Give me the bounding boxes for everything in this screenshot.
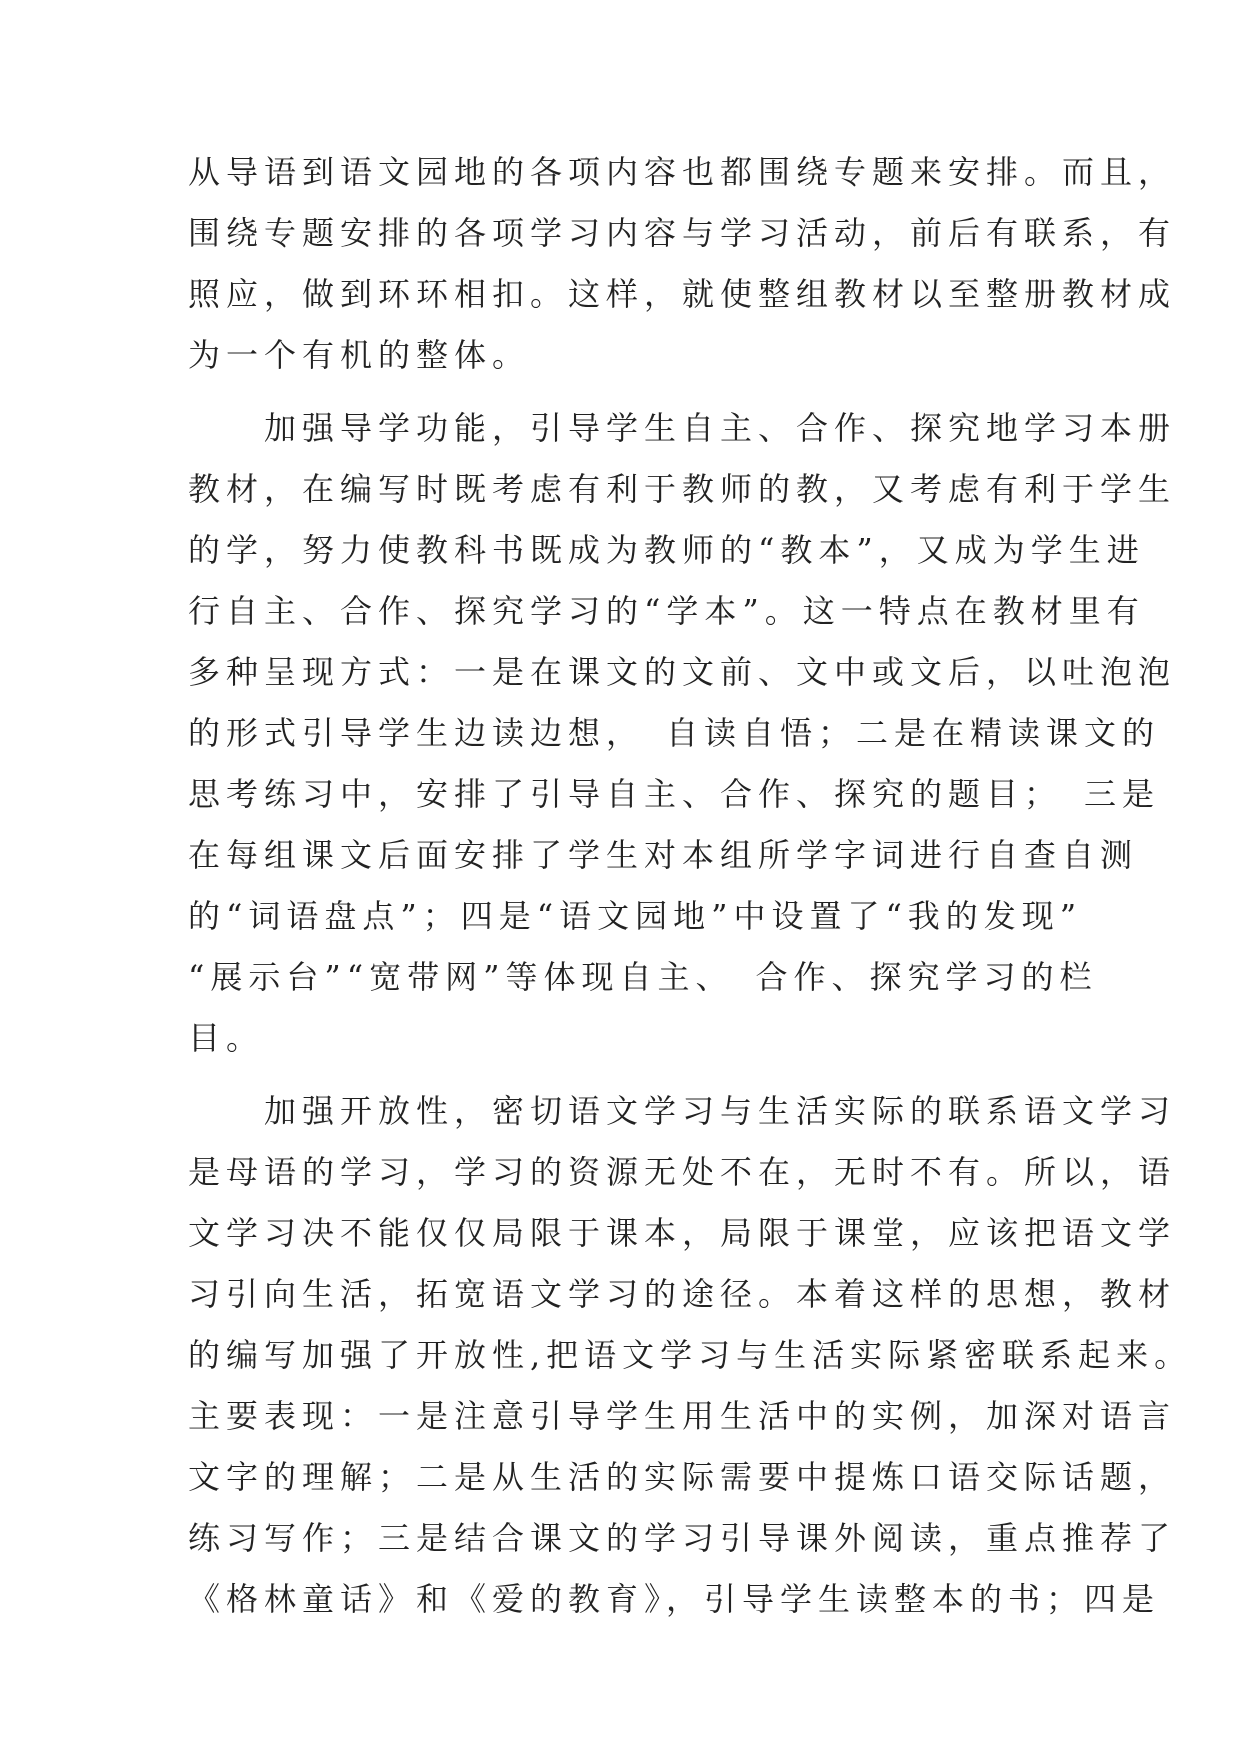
text-line: 的学，努力使教科书既成为教师的“教本”，又成为学生进	[188, 531, 1145, 569]
text-line: 文字的理解；二是从生活的实际需要中提炼口语交际话题，	[188, 1458, 1177, 1496]
text-line: 围绕专题安排的各项学习内容与学习活动，前后有联系，有	[188, 214, 1177, 252]
text-line: 从导语到语文园地的各项内容也都围绕专题来安排。而且，	[188, 153, 1177, 191]
paragraph-start-line: 加强导学功能，引导学生自主、合作、探究地学习本册	[188, 409, 1177, 447]
text-line: 的形式引导学生边读边想， 自读自悟；二是在精读课文的	[188, 714, 1161, 752]
text-line: 是母语的学习，学习的资源无处不在，无时不有。所以，语	[188, 1153, 1177, 1191]
text-line: 目。	[188, 1019, 265, 1057]
text-line: 多种呈现方式：一是在课文的文前、文中或文后，以吐泡泡	[188, 653, 1177, 691]
paragraph-start-line: 加强开放性，密切语文学习与生活实际的联系语文学习	[188, 1092, 1177, 1130]
text-line: “展示台”“宽带网”等体现自主、 合作、探究学习的栏	[188, 958, 1098, 996]
text-line: 的“词语盘点”；四是“语文园地”中设置了“我的发现”	[188, 897, 1083, 935]
text-line: 练习写作；三是结合课文的学习引导课外阅读，重点推荐了	[188, 1519, 1177, 1557]
text-line: 为一个有机的整体。	[188, 336, 531, 374]
text-line: 主要表现：一是注意引导学生用生活中的实例，加深对语言	[188, 1397, 1177, 1435]
text-line: 思考练习中，安排了引导自主、合作、探究的题目； 三是	[188, 775, 1161, 813]
text-line: 教材，在编写时既考虑有利于教师的教，又考虑有利于学生	[188, 470, 1177, 508]
text-line: 照应，做到环环相扣。这样，就使整组教材以至整册教材成	[188, 275, 1177, 313]
text-line: 习引向生活，拓宽语文学习的途径。本着这样的思想，教材	[188, 1275, 1177, 1313]
text-line: 的编写加强了开放性,把语文学习与生活实际紧密联系起来。	[188, 1336, 1193, 1374]
text-line: 行自主、合作、探究学习的“学本”。这一特点在教材里有	[188, 592, 1145, 630]
text-line: 《格林童话》和《爱的教育》，引导学生读整本的书；四是	[188, 1580, 1161, 1618]
text-line: 文学习决不能仅仅局限于课本，局限于课堂，应该把语文学	[188, 1214, 1177, 1252]
text-line: 在每组课文后面安排了学生对本组所学字词进行自查自测	[188, 836, 1139, 874]
